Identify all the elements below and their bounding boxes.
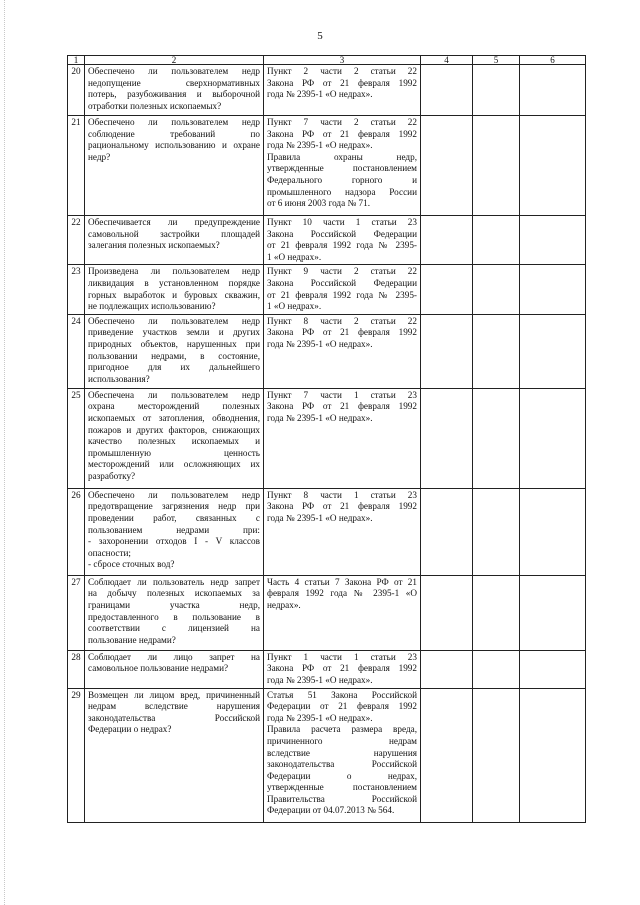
page-number: 5 <box>317 30 323 42</box>
header-cell: 3 <box>264 56 421 65</box>
question-line: ископаемых от затопления, обводнения, <box>88 412 260 423</box>
table-row <box>68 65 586 116</box>
question-line: опасности; <box>88 547 131 558</box>
question-line: Обеспечено ли пользователем недр <box>88 66 260 76</box>
reference-line: года № 2395-1 «О недрах». <box>267 89 373 100</box>
reference-line: Часть 4 статьи 7 Закона РФ от 21 <box>267 576 417 587</box>
question-cell <box>85 688 264 822</box>
question-line: промышленную ценность <box>88 447 260 458</box>
notes-cell <box>520 388 586 488</box>
reference-line: Федерального горного и <box>267 174 417 185</box>
reference-line: Пункт 10 части 1 статьи 23 <box>267 217 417 227</box>
question-line: на добычу полезных ископаемых за <box>88 588 260 599</box>
reference-line: Пункт 7 части 1 статьи 23 <box>267 389 417 400</box>
question-line: Возмещен ли лицом вред, причиненный <box>88 689 260 700</box>
question-line: Обеспечено ли пользователем недр <box>88 315 260 326</box>
answer-yes-cell <box>421 265 473 314</box>
reference-line: Закона РФ от 21 февраля 1992 <box>267 327 417 338</box>
reference-line: утвержденные постановлением <box>267 782 417 793</box>
notes-cell <box>520 216 586 265</box>
question-line: самовольной застройки площадей <box>88 228 260 239</box>
reference-line: от 21 февраля 1992 года № 2395- <box>267 289 417 300</box>
reference-line: промышленного надзора России <box>267 186 417 197</box>
question-line: использования? <box>88 373 150 384</box>
reference-line: февраля 1992 года № 2395-1 «О <box>267 588 417 599</box>
question-cell <box>85 575 264 650</box>
question-line: предоставленного в пользование в <box>88 611 260 622</box>
legal-reference-cell <box>264 575 421 650</box>
table-row <box>68 216 586 265</box>
legal-reference-cell <box>264 388 421 488</box>
question-line: Соблюдает ли пользователь недр запрет <box>88 576 260 587</box>
row-number-cell: 26 <box>68 488 85 575</box>
question-line: Произведена ли пользователем недр <box>88 266 260 277</box>
row-number-cell: 29 <box>68 688 85 822</box>
reference-line: Закона РФ от 21 февраля 1992 <box>267 128 417 139</box>
question-cell <box>85 650 264 688</box>
reference-line: законодательства Российской <box>267 759 417 770</box>
table-row <box>68 265 586 314</box>
reference-line: недрах». <box>267 599 301 610</box>
reference-line: Федерации от 04.07.2013 № 564. <box>267 805 395 816</box>
table-row <box>68 116 586 216</box>
question-line: потерь, разубоживания и выборочной <box>88 89 260 100</box>
notes-cell <box>520 314 586 388</box>
question-line: недр? <box>88 151 111 162</box>
header-cell: 1 <box>68 56 85 65</box>
notes-cell <box>520 65 586 116</box>
reference-line: Закона Российской Федерации <box>267 277 417 288</box>
question-cell <box>85 216 264 265</box>
reference-line: Пункт 1 части 1 статьи 23 <box>267 651 417 662</box>
legal-reference-cell <box>264 116 421 216</box>
question-line: - захоронении отходов I - V классов <box>88 536 260 547</box>
reference-line: Правила расчета размера вреда, <box>267 724 417 735</box>
header-cell: 4 <box>421 56 473 65</box>
answer-no-cell <box>473 65 520 116</box>
reference-line: Пункт 8 части 2 статьи 22 <box>267 315 417 326</box>
page-edge-line <box>4 0 5 905</box>
question-line: Федерации о недрах? <box>88 724 172 735</box>
reference-line: 1 «О недрах». <box>267 301 322 312</box>
question-line: пользование недрами? <box>88 634 176 645</box>
reference-line: Пункт 7 части 2 статьи 22 <box>267 117 417 127</box>
question-cell <box>85 388 264 488</box>
question-line: пожаров и других факторов, снижающих <box>88 424 260 435</box>
legal-reference-cell <box>264 688 421 822</box>
reference-line: Пункт 8 части 1 статьи 23 <box>267 489 417 500</box>
table-row <box>68 650 586 688</box>
reference-line: года № 2395-1 «О недрах». <box>267 512 373 523</box>
legal-reference-cell <box>264 65 421 116</box>
reference-line: года № 2395-1 «О недрах». <box>267 674 373 685</box>
answer-yes-cell <box>421 314 473 388</box>
answer-no-cell <box>473 388 520 488</box>
answer-no-cell <box>473 216 520 265</box>
answer-no-cell <box>473 575 520 650</box>
question-line: Соблюдает ли лицо запрет на <box>88 651 260 662</box>
answer-yes-cell <box>421 575 473 650</box>
table-header-row <box>68 56 586 65</box>
question-line: Обеспечена ли пользователем недр <box>88 389 260 400</box>
notes-cell <box>520 488 586 575</box>
notes-cell <box>520 650 586 688</box>
reference-line: вследствие нарушения <box>267 747 417 758</box>
question-cell <box>85 65 264 116</box>
header-cell: 6 <box>520 56 586 65</box>
reference-line: утвержденные постановлением <box>267 163 417 174</box>
row-number-cell: 23 <box>68 265 85 314</box>
table-row <box>68 575 586 650</box>
question-line: самовольное пользование недрами? <box>88 663 229 674</box>
row-number-cell: 21 <box>68 116 85 216</box>
question-line: Обеспечивается ли предупреждение <box>88 217 260 227</box>
question-line: горных выработок и буровых скважин, <box>88 289 260 300</box>
answer-no-cell <box>473 265 520 314</box>
answer-yes-cell <box>421 650 473 688</box>
reference-line: 1 «О недрах». <box>267 251 322 262</box>
notes-cell <box>520 575 586 650</box>
question-line: соответствии с лицензией на <box>88 623 260 634</box>
legal-reference-cell <box>264 216 421 265</box>
row-number-cell: 24 <box>68 314 85 388</box>
reference-line: Пункт 9 части 2 статьи 22 <box>267 266 417 277</box>
reference-line: Закона РФ от 21 февраля 1992 <box>267 77 417 88</box>
question-cell <box>85 488 264 575</box>
reference-line: Правила охраны недр, <box>267 151 417 162</box>
question-line: природных объектов, нарушенных при <box>88 338 260 349</box>
reference-line: года № 2395-1 «О недрах». <box>267 712 373 723</box>
question-cell <box>85 265 264 314</box>
answer-no-cell <box>473 688 520 822</box>
answer-no-cell <box>473 314 520 388</box>
row-number-cell: 20 <box>68 65 85 116</box>
notes-cell <box>520 116 586 216</box>
reference-line: Статья 51 Закона Российской <box>267 689 417 700</box>
answer-yes-cell <box>421 488 473 575</box>
question-line: недрам вследствие нарушения <box>88 701 260 712</box>
question-line: недопущение сверхнормативных <box>88 77 260 88</box>
question-line: разработку? <box>88 470 136 481</box>
question-line: залегания полезных ископаемых? <box>88 240 220 251</box>
question-line: приведение участков земли и других <box>88 327 260 338</box>
question-line: пользованием недрами при: <box>88 524 260 535</box>
table-row <box>68 388 586 488</box>
reference-line: от 21 февраля 1992 года № 2395- <box>267 240 417 251</box>
reference-line: Федерации от 21 февраля 1992 <box>267 701 417 712</box>
answer-yes-cell <box>421 216 473 265</box>
question-line: охрана месторождений полезных <box>88 401 260 412</box>
notes-cell <box>520 688 586 822</box>
row-number-cell: 27 <box>68 575 85 650</box>
reference-line: года № 2395-1 «О недрах». <box>267 412 373 423</box>
legal-reference-cell <box>264 314 421 388</box>
question-line: проведении работ, связанных с <box>88 512 260 523</box>
answer-yes-cell <box>421 65 473 116</box>
question-line: границами участка недр, <box>88 599 260 610</box>
header-cell: 2 <box>85 56 264 65</box>
question-line: соблюдение требований по <box>88 128 260 139</box>
reference-line: года № 2395-1 «О недрах». <box>267 140 373 151</box>
answer-yes-cell <box>421 388 473 488</box>
question-line: пригодное для их дальнейшего <box>88 362 260 373</box>
answer-yes-cell <box>421 688 473 822</box>
question-line: предотвращение загрязнения недр при <box>88 501 260 512</box>
question-line: ликвидация в установленном порядке <box>88 277 260 288</box>
question-line: - сбросе сточных вод? <box>88 559 175 570</box>
answer-no-cell <box>473 116 520 216</box>
question-cell <box>85 314 264 388</box>
row-number-cell: 28 <box>68 650 85 688</box>
reference-line: Правительства Российской <box>267 793 417 804</box>
legal-reference-cell <box>264 488 421 575</box>
question-cell <box>85 116 264 216</box>
table-row <box>68 688 586 822</box>
question-line: отработки полезных ископаемых? <box>88 100 222 111</box>
question-line: месторождений или осложняющих их <box>88 459 260 470</box>
question-line: Обеспечено ли пользователем недр <box>88 489 260 500</box>
answer-yes-cell <box>421 116 473 216</box>
question-line: рациональному использованию и охране <box>88 140 260 151</box>
question-line: Обеспечено ли пользователем недр <box>88 117 260 127</box>
legal-reference-cell <box>264 650 421 688</box>
header-cell: 5 <box>473 56 520 65</box>
notes-cell <box>520 265 586 314</box>
reference-line: Закона РФ от 21 февраля 1992 <box>267 501 417 512</box>
reference-line: Федерации о недрах, <box>267 770 417 781</box>
question-line: не подлежащих использованию? <box>88 301 216 312</box>
answer-no-cell <box>473 488 520 575</box>
question-line: пользовании недрами, в состояние, <box>88 350 260 361</box>
reference-line: Закона РФ от 21 февраля 1992 <box>267 663 417 674</box>
row-number-cell: 25 <box>68 388 85 488</box>
table-row <box>68 314 586 388</box>
reference-line: Закона РФ от 21 февраля 1992 <box>267 401 417 412</box>
question-line: качество полезных ископаемых и <box>88 436 260 447</box>
table-row <box>68 488 586 575</box>
reference-line: Пункт 2 части 2 статьи 22 <box>267 66 417 76</box>
reference-line: года № 2395-1 «О недрах». <box>267 338 373 349</box>
reference-line: от 6 июня 2003 года № 71. <box>267 198 371 209</box>
reference-line: Закона Российской Федерации <box>267 228 417 239</box>
inspection-checklist-table <box>67 55 586 823</box>
row-number-cell: 22 <box>68 216 85 265</box>
reference-line: причиненного недрам <box>267 735 417 746</box>
question-line: законодательства Российской <box>88 712 260 723</box>
answer-no-cell <box>473 650 520 688</box>
legal-reference-cell <box>264 265 421 314</box>
